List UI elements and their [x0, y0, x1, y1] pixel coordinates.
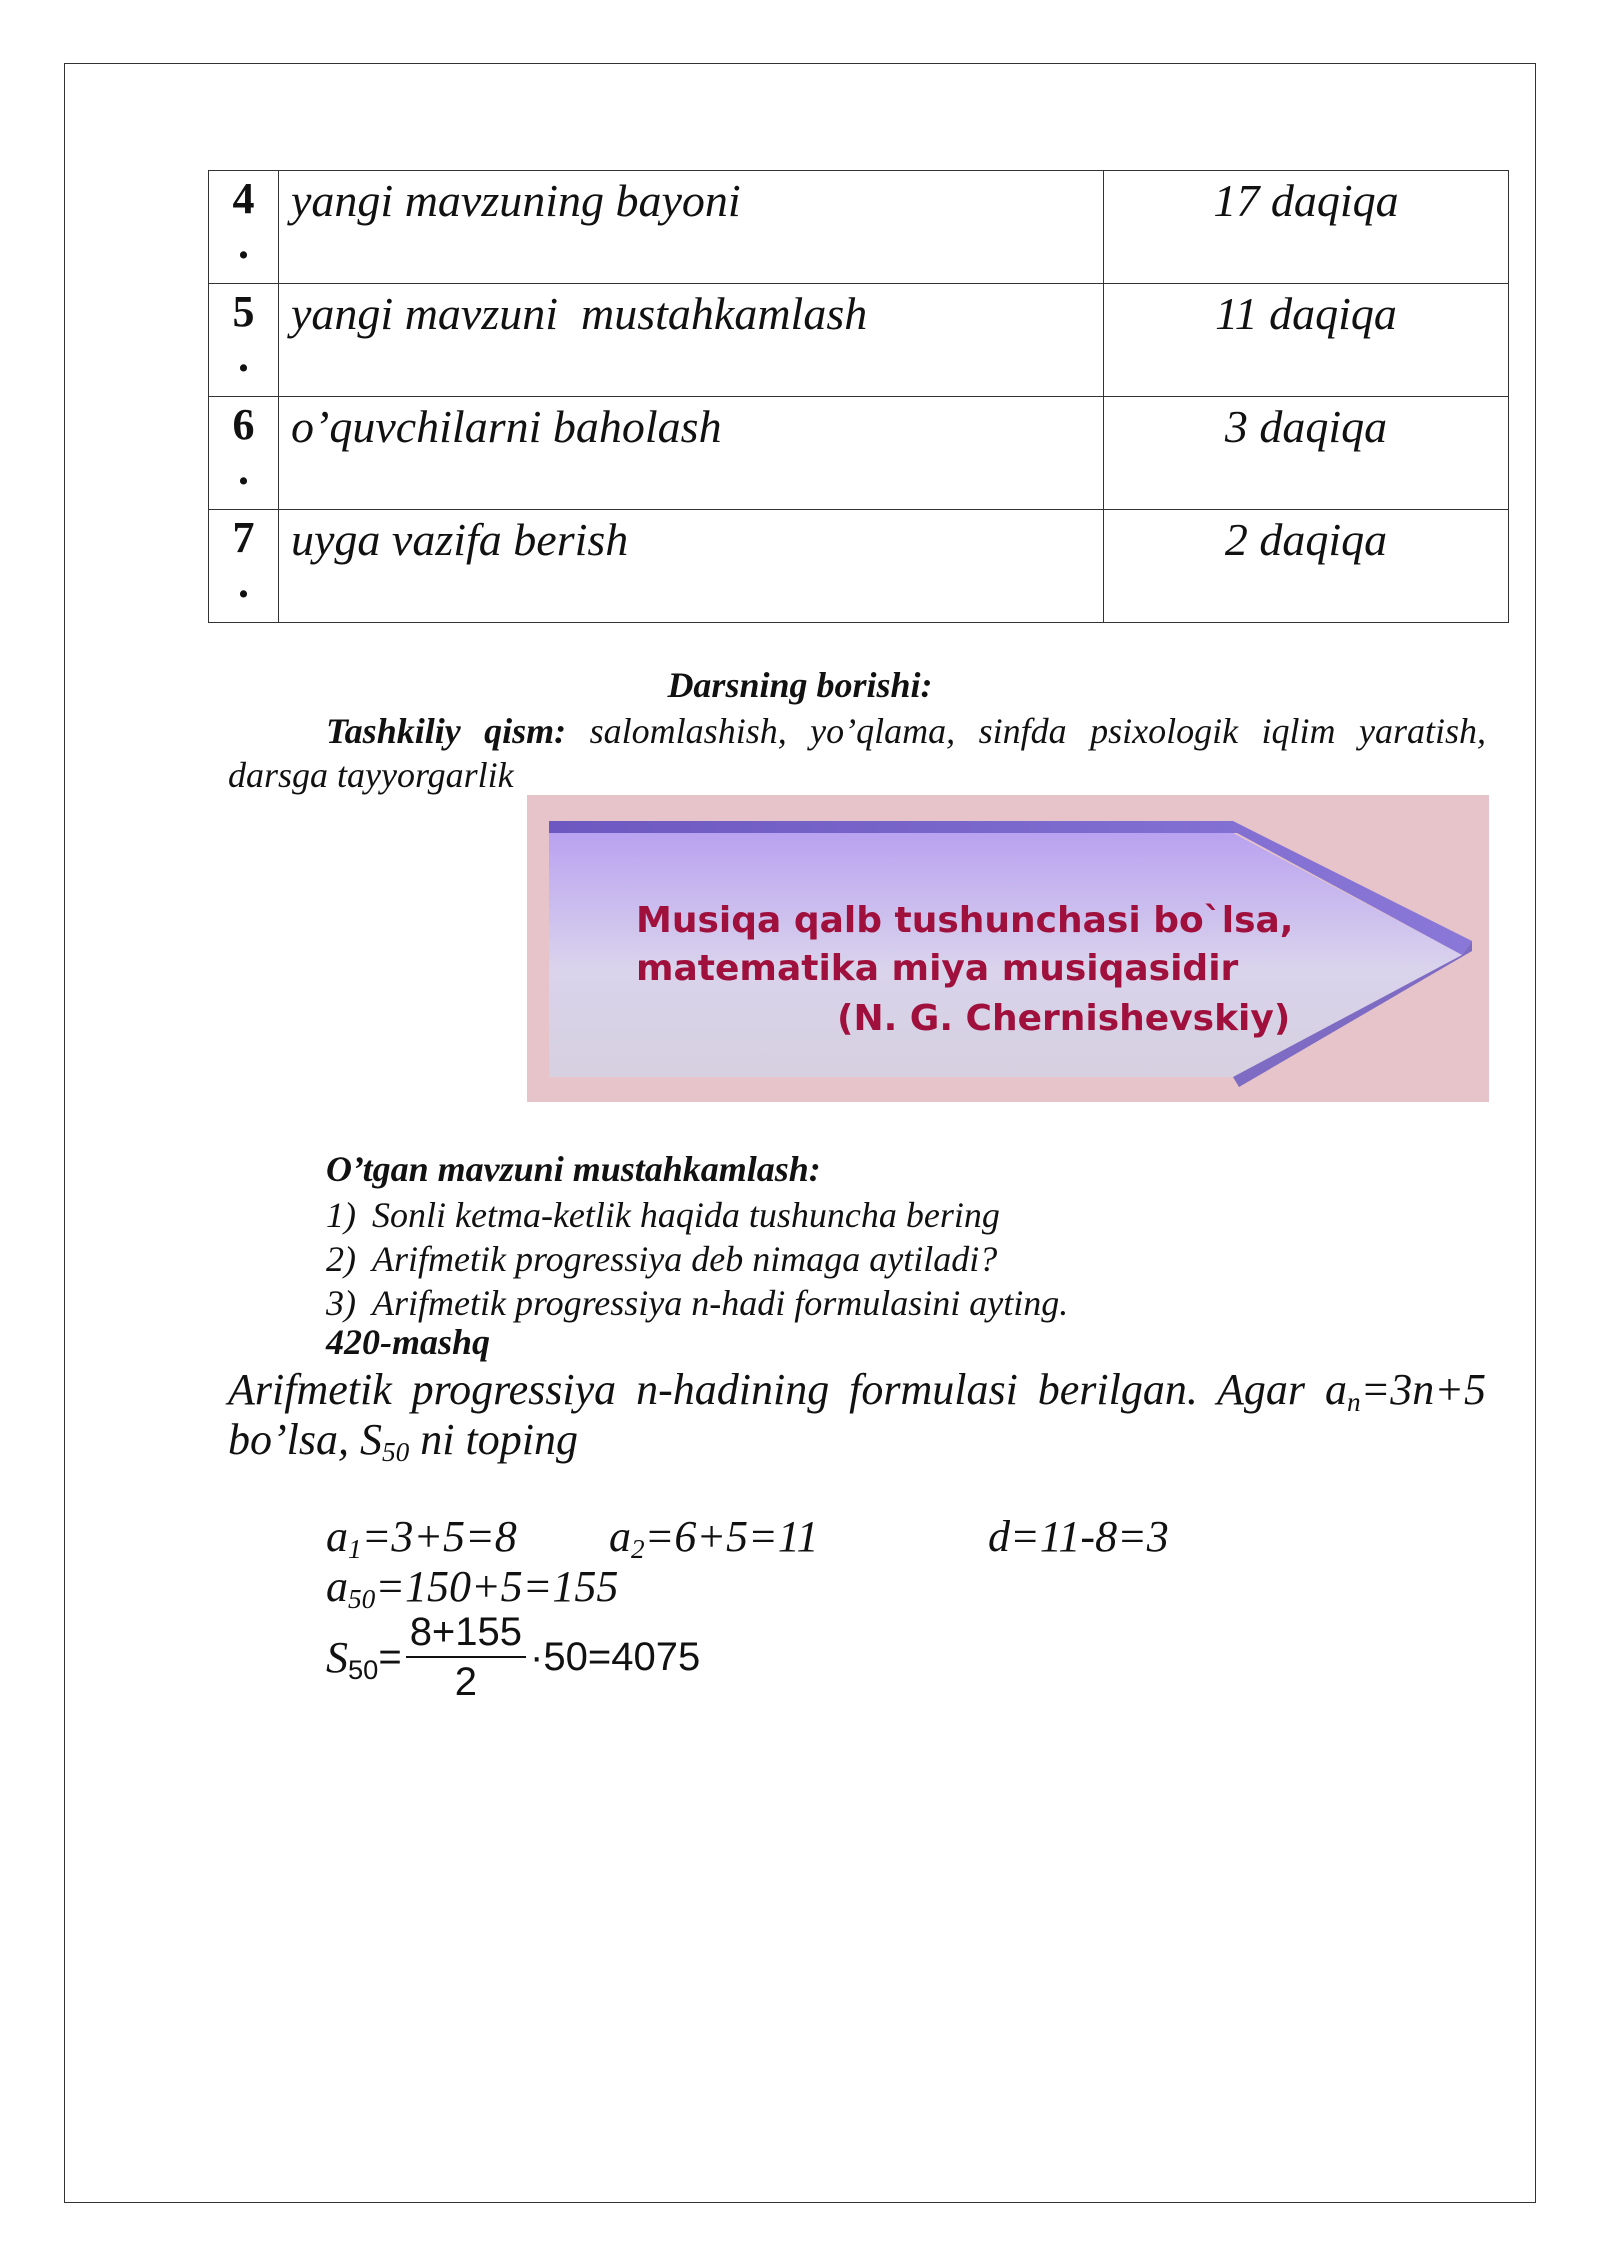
organizational-text-continued: darsga tayyorgarlik: [228, 755, 514, 795]
row-number: 5 .: [209, 284, 279, 397]
lesson-schedule-table: [208, 170, 1509, 623]
organizational-text: salomlashish, yo’qlama, sinfda psixologik iqlim yaratish,: [589, 711, 1487, 751]
sum-symbol: $S_{50}$: [326, 1632, 379, 1685]
table-row: [209, 171, 1509, 284]
task-cell: yangi mavzuni mustahkamlash: [279, 284, 1104, 397]
organizational-label: Tashkiliy qism:: [326, 711, 567, 751]
problem-statement: Arifmetik progressiya n-hadining formulasi berilgan. Agar $a_n=3n+5$: [228, 1365, 1486, 1417]
problem-statement-continued: bo’lsa, $S_{50}$ ni toping: [228, 1415, 578, 1467]
list-item: 3) Arifmetik progressiya n-hadi formulasini ayting.: [326, 1283, 1069, 1323]
time-cell: 3 daqiqa: [1104, 397, 1509, 510]
table-row: [209, 397, 1509, 510]
row-number: 6 .: [209, 397, 279, 510]
solution-d: d=11-8=3: [988, 1512, 1169, 1561]
review-questions: [326, 1193, 1068, 1325]
solution-a50: $a_{50}=150+5=155$: [326, 1562, 619, 1614]
fraction: [406, 1608, 526, 1706]
exercise-title: 420-mashq: [326, 1322, 491, 1362]
row-number: 4 .: [209, 171, 279, 284]
task-cell: o’quvchilarni baholash: [279, 397, 1104, 510]
lesson-progress-heading: Darsning borishi:: [667, 665, 933, 705]
table-row: [209, 510, 1509, 623]
list-item: 2) Arifmetik progressiya deb nimaga aytiladi?: [326, 1239, 998, 1279]
task-cell: uyga vazifa berish: [279, 510, 1104, 623]
quote-line-1: Musiqa qalb tushunchasi bo`lsa,: [636, 900, 1294, 941]
task-cell: yangi mavzuning bayoni: [279, 171, 1104, 284]
list-item: 1) Sonli ketma-ketlik haqida tushuncha bering: [326, 1195, 1000, 1235]
row-number: 7 .: [209, 510, 279, 623]
solution-a2: $a_2=6+5=11$: [609, 1512, 819, 1564]
time-cell: 17 daqiqa: [1104, 171, 1509, 284]
quote-line-2: matematika miya musiqasidir: [636, 948, 1239, 989]
equals-sign: =: [378, 1634, 402, 1679]
table-row: [209, 284, 1509, 397]
review-title: O’tgan mavzuni mustahkamlash:: [326, 1149, 821, 1189]
quote-banner: [527, 795, 1489, 1102]
sum-result: ·50=4075: [530, 1634, 701, 1679]
time-cell: 2 daqiqa: [1104, 510, 1509, 623]
sum-formula: [326, 1608, 700, 1706]
quote-author: (N. G. Chernishevskiy): [837, 998, 1291, 1039]
fraction-denominator: 2: [454, 1660, 477, 1704]
time-cell: 11 daqiqa: [1104, 284, 1509, 397]
solution-a1: $a_1=3+5=8$: [326, 1512, 517, 1564]
organizational-part: [326, 710, 1486, 752]
fraction-numerator: 8+155: [406, 1608, 526, 1658]
